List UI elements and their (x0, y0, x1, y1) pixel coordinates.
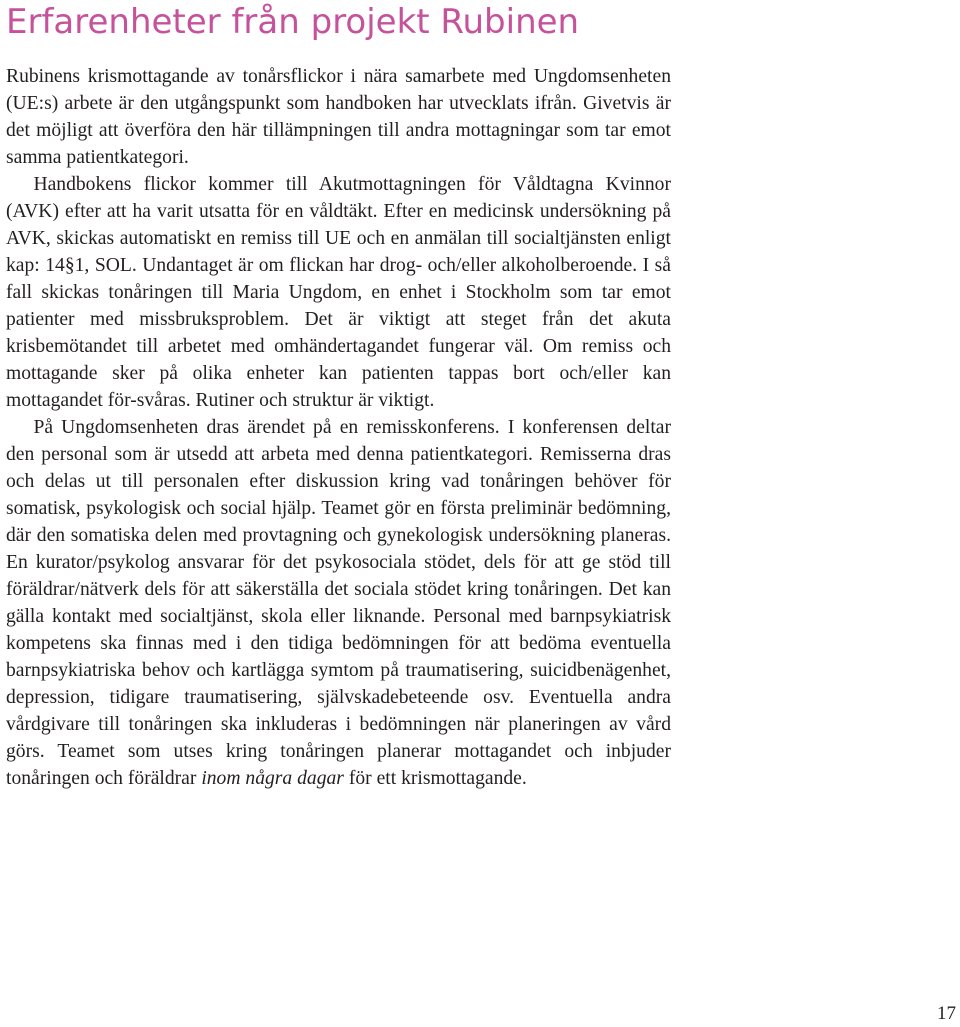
paragraph-ungdomsenheten (6, 414, 671, 792)
article-body (6, 63, 671, 792)
paragraph-intro: Rubinens krismottagande av tonårsflickor i nära samarbete med Ungdomsenheten (UE:s) arbete är den utgångspunkt som handboken har utvecklats ifrån. Givetvis är det möjligt att överföra den här tillämpningen till andra mottagningar som tar emot samma patientkategori. (6, 66, 671, 168)
page-number: 17 (937, 1003, 956, 1024)
page-title: Erfarenheter från projekt Rubinen (6, 2, 580, 42)
emphasized-phrase: inom några dagar (201, 768, 344, 789)
paragraph-text-main: På Ungdomsenheten dras ärendet på en remisskonferens. I konferensen deltar den personal som är utsedd att arbeta med denna patientkategori. Remisserna dras och delas ut till personalen efter diskussion kring vad tonåringen behöver för somatisk, psykologisk och social hjälp. Teamet gör en första preliminär bedömning, där den somatiska delen med provtagning och gynekologisk undersökning planeras. En kurator/psykolog ansvarar för det psykosociala stödet, dels för att ge stöd till föräldrar/nätverk dels för att säkerställa det sociala stödet kring tonåringen. Det kan gälla kontakt med socialtjänst, skola eller liknande. Personal med barnpsykiatrisk kompetens ska finnas med i den tidiga bedömningen för att bedöma eventuella barnpsykiatriska behov och kartlägga symtom på traumatisering, suicidbenägenhet, depression, tidigare traumatisering, självskadebeteende osv. Eventuella andra vårdgivare till tonåringen ska inkluderas i bedömningen när planeringen av vård görs. Teamet som utses kring tonåringen planerar mottagandet och inbjuder tonåringen och föräldrar (6, 417, 671, 789)
paragraph-text-end: för ett krismottagande. (343, 768, 527, 789)
paragraph-avk: Handbokens flickor kommer till Akutmottagningen för Våldtagna Kvinnor (AVK) efter att ha varit utsatta för en våldtäkt. Efter en medicinsk undersökning på AVK, skickas automatiskt en remiss till UE och en anmälan till socialtjänsten enligt kap: 14§1, SOL. Undantaget är om flickan har drog- och/eller alkoholberoende. I så fall skickas tonåringen till Maria Ungdom, en enhet i Stockholm som tar emot patienter med missbruksproblem. Det är viktigt att steget från det akuta krisbemötandet till arbetet med omhändertagandet fungerar väl. Om remiss och mottagande sker på olika enheter kan patienten tappas bort och/eller kan mottagandet för-svåras. Rutiner och struktur är viktigt. (6, 174, 671, 411)
